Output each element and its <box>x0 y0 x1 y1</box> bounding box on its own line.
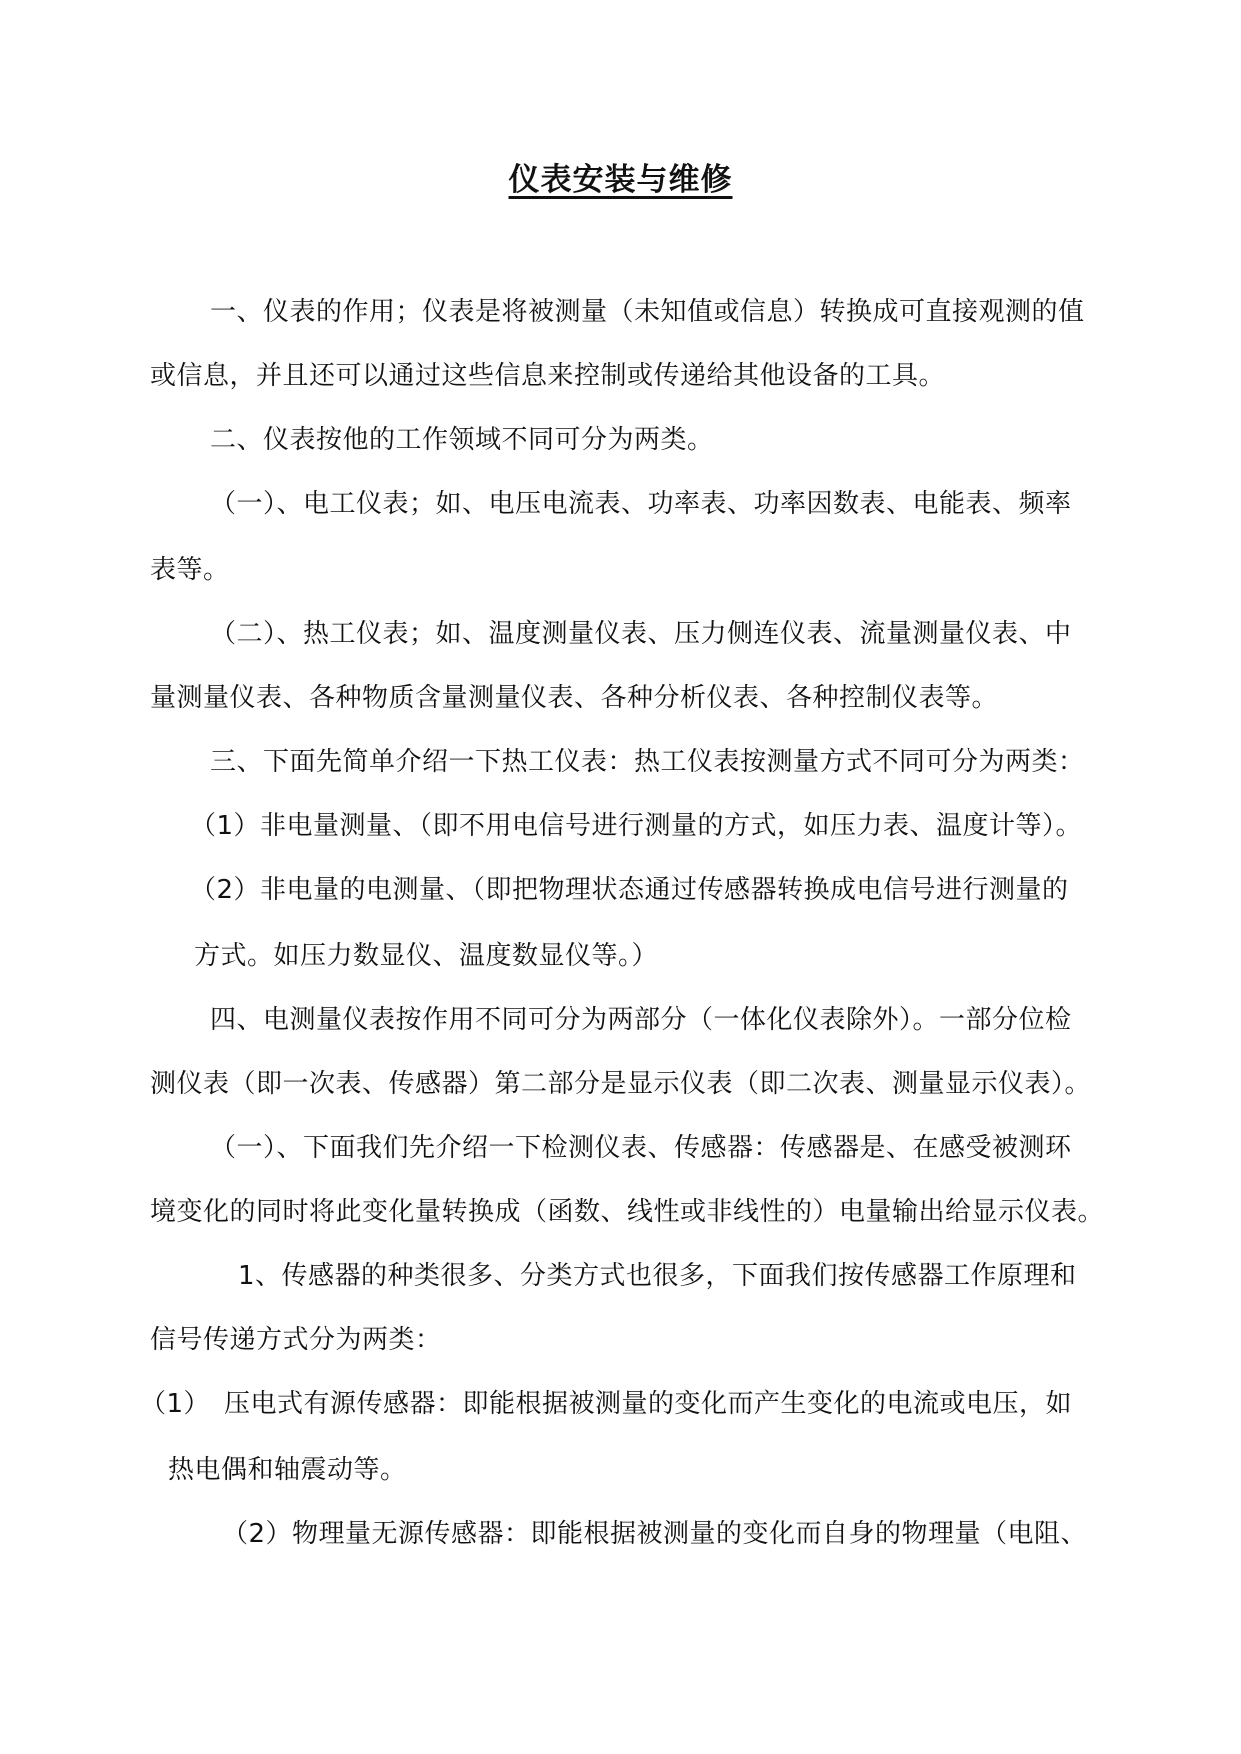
paragraph-line: 二、仪表按他的工作领域不同可分为两类。 <box>210 425 714 455</box>
paragraph-line: （2）物理量无源传感器：即能根据被测量的变化而自身的物理量（电阻、 <box>222 1519 1088 1549</box>
paragraph-line: 信号传递方式分为两类： <box>150 1325 442 1355</box>
paragraph-line: 境变化的同时将此变化量转换成（函数、线性或非线性的）电量输出给显示仪表。 <box>150 1197 1105 1227</box>
paragraph-line: 四、电测量仪表按作用不同可分为两部分（一体化仪表除外）。一部分位检 <box>210 1005 1072 1035</box>
document-title: 仪表安装与维修 <box>508 162 733 198</box>
paragraph-line: （一）、电工仪表；如、电压电流表、功率表、功率因数表、电能表、频率 <box>210 489 1072 519</box>
paragraph-line: 量测量仪表、各种物质含量测量仪表、各种分析仪表、各种控制仪表等。 <box>150 683 999 713</box>
paragraph-line: 三、下面先简单介绍一下热工仪表：热工仪表按测量方式不同可分为两类： <box>210 747 1085 777</box>
paragraph-line: 或信息，并且还可以通过这些信息来控制或传递给其他设备的工具。 <box>150 361 946 391</box>
paragraph-line: 测仪表（即一次表、传感器）第二部分是显示仪表（即二次表、测量显示仪表）。 <box>150 1069 1092 1099</box>
paragraph-line: （一）、下面我们先介绍一下检测仪表、传感器：传感器是、在感受被测环 <box>210 1133 1072 1163</box>
paragraph-line: （1）非电量测量、（即不用电信号进行测量的方式，如压力表、温度计等）。 <box>190 811 1083 841</box>
paragraph-line: 方式。如压力数显仪、温度数显仪等。） <box>194 941 659 971</box>
paragraph-line: （2）非电量的电测量、（即把物理状态通过传感器转换成电信号进行测量的 <box>190 875 1069 905</box>
paragraph-line: 压电式有源传感器：即能根据被测量的变化而产生变化的电流或电压，如 <box>224 1389 1073 1419</box>
list-marker: （1） <box>140 1389 211 1419</box>
paragraph-line: 1、传感器的种类很多、分类方式也很多，下面我们按传感器工作原理和 <box>238 1261 1077 1291</box>
paragraph-line: （二）、热工仪表；如、温度测量仪表、压力侧连仪表、流量测量仪表、中 <box>210 619 1072 649</box>
paragraph-line: 表等。 <box>150 555 230 585</box>
paragraph-line: 一、仪表的作用；仪表是将被测量（未知值或信息）转换成可直接观测的值 <box>210 297 1085 327</box>
paragraph-line: 热电偶和轴震动等。 <box>168 1455 407 1485</box>
